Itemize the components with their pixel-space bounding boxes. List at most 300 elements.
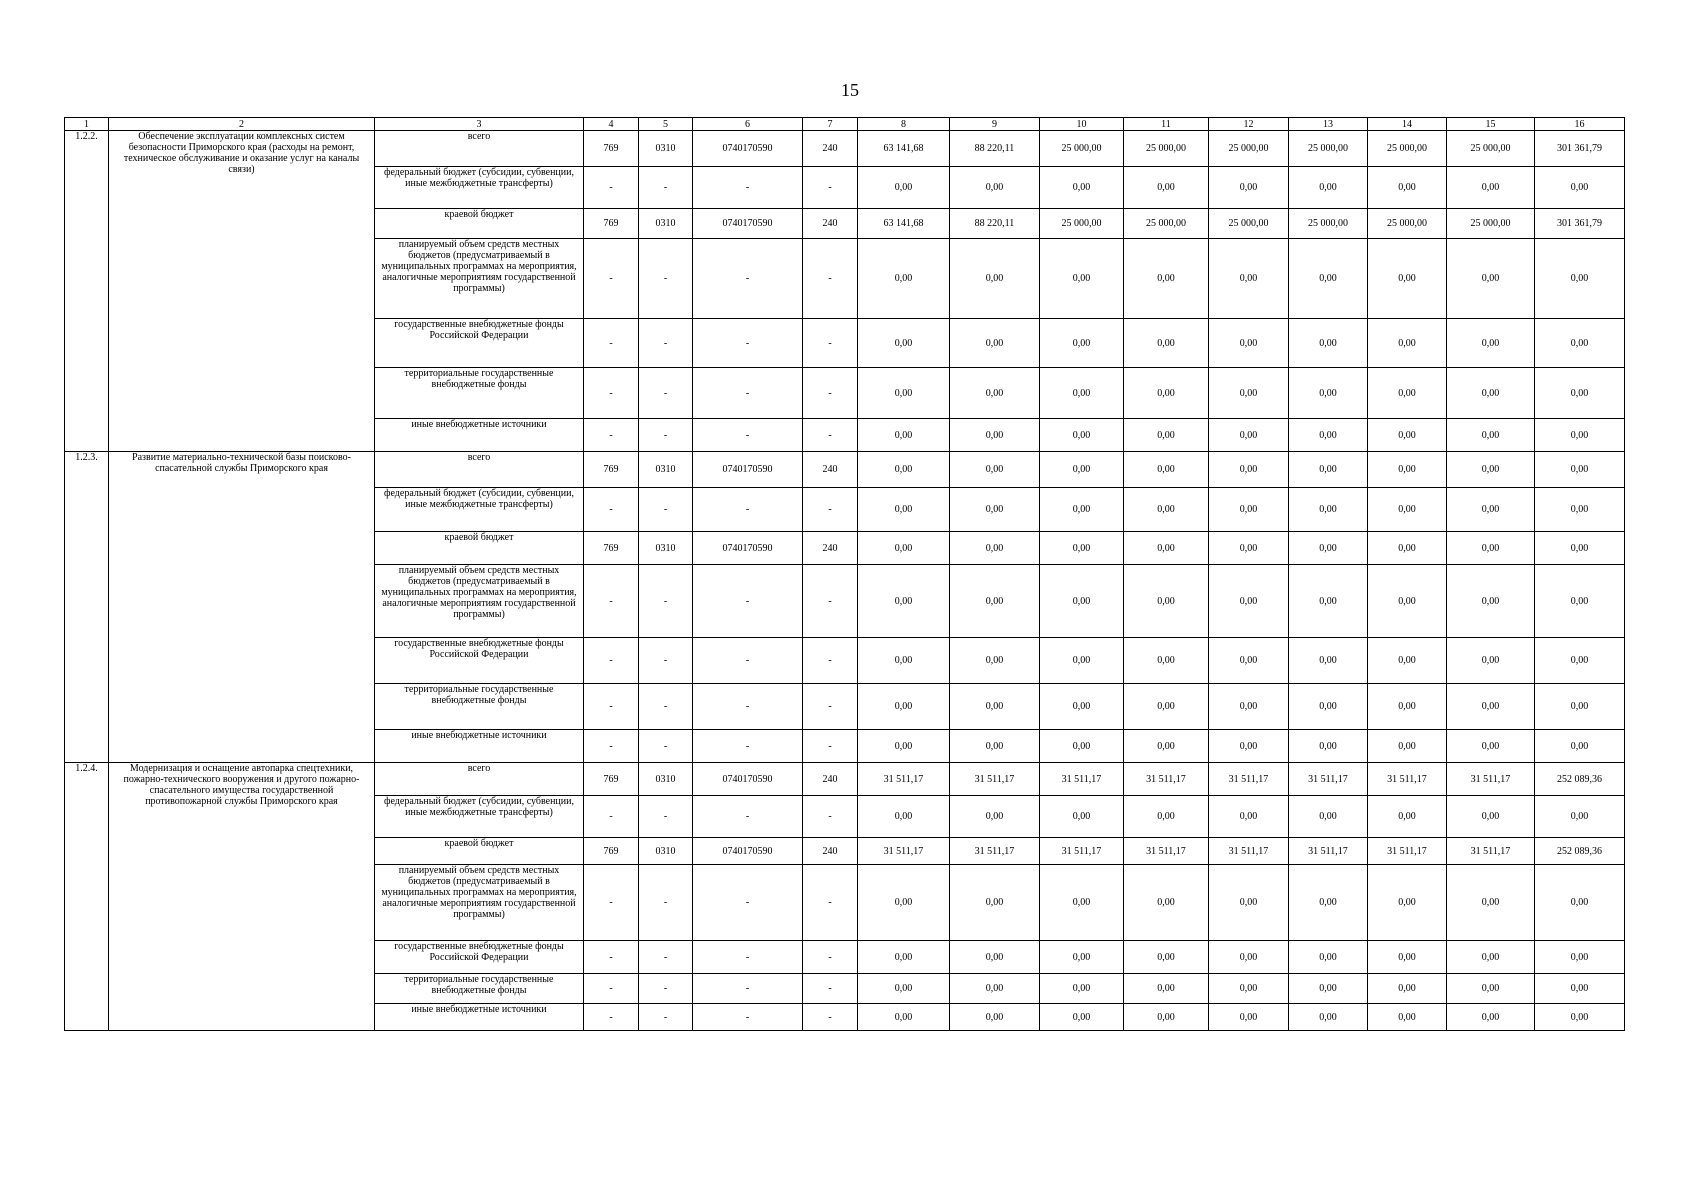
value-cell: 0,00 <box>1124 239 1209 319</box>
value-cell: - <box>584 796 639 838</box>
column-header-16: 16 <box>1535 118 1625 131</box>
value-cell: 0,00 <box>1535 565 1625 638</box>
value-cell: 31 511,17 <box>1209 763 1289 796</box>
value-cell: 31 511,17 <box>1447 763 1535 796</box>
value-cell: 25 000,00 <box>1368 209 1447 239</box>
value-cell: 0,00 <box>1535 452 1625 488</box>
value-cell: 0,00 <box>1289 532 1368 565</box>
value-cell: - <box>693 974 803 1004</box>
value-cell: 0,00 <box>1368 368 1447 419</box>
value-cell: 25 000,00 <box>1040 209 1124 239</box>
value-cell: 0,00 <box>1535 865 1625 941</box>
value-cell: 31 511,17 <box>950 763 1040 796</box>
value-cell: 31 511,17 <box>858 838 950 865</box>
value-cell: 0,00 <box>1209 941 1289 974</box>
value-cell: 0740170590 <box>693 532 803 565</box>
value-cell: 0,00 <box>1447 974 1535 1004</box>
section-number: 1.2.4. <box>65 763 109 1031</box>
value-cell: 0,00 <box>1289 974 1368 1004</box>
value-cell: 0310 <box>639 532 693 565</box>
column-header-3: 3 <box>375 118 584 131</box>
value-cell: 0,00 <box>1368 865 1447 941</box>
value-cell: - <box>639 1004 693 1031</box>
value-cell: 0,00 <box>1289 239 1368 319</box>
value-cell: 88 220,11 <box>950 209 1040 239</box>
value-cell: 31 511,17 <box>1040 763 1124 796</box>
value-cell: 240 <box>803 838 858 865</box>
value-cell: 0,00 <box>1368 796 1447 838</box>
value-cell: 0,00 <box>1209 239 1289 319</box>
value-cell: 0,00 <box>1040 684 1124 730</box>
value-cell: - <box>639 319 693 368</box>
value-cell: 0,00 <box>1535 730 1625 763</box>
value-cell: 0,00 <box>1040 239 1124 319</box>
value-cell: - <box>584 638 639 684</box>
value-cell: 0,00 <box>858 167 950 209</box>
value-cell: 0,00 <box>1124 1004 1209 1031</box>
value-cell: 0,00 <box>950 368 1040 419</box>
value-cell: 31 511,17 <box>1289 763 1368 796</box>
value-cell: 0,00 <box>950 167 1040 209</box>
value-cell: - <box>693 796 803 838</box>
value-cell: 0,00 <box>1368 974 1447 1004</box>
page-number: 15 <box>841 80 859 100</box>
funding-source-label: государственные внебюджетные фонды Российской Федерации <box>375 941 584 974</box>
value-cell: 0,00 <box>1368 419 1447 452</box>
value-cell: 0,00 <box>1447 941 1535 974</box>
value-cell: 0,00 <box>1209 796 1289 838</box>
value-cell: - <box>584 730 639 763</box>
value-cell: 0,00 <box>1368 239 1447 319</box>
value-cell: 769 <box>584 532 639 565</box>
value-cell: 0,00 <box>1535 319 1625 368</box>
value-cell: 0,00 <box>858 319 950 368</box>
value-cell: 0,00 <box>858 368 950 419</box>
value-cell: - <box>639 684 693 730</box>
value-cell: - <box>693 239 803 319</box>
value-cell: 0,00 <box>1447 368 1535 419</box>
value-cell: 0,00 <box>1535 368 1625 419</box>
value-cell: 0,00 <box>858 239 950 319</box>
value-cell: 0,00 <box>1289 167 1368 209</box>
value-cell: 0,00 <box>1124 167 1209 209</box>
value-cell: 0,00 <box>1447 865 1535 941</box>
funding-source-label: иные внебюджетные источники <box>375 1004 584 1031</box>
funding-source-label: всего <box>375 131 584 167</box>
funding-source-label: федеральный бюджет (субсидии, субвенции, иные межбюджетные трансферты) <box>375 167 584 209</box>
funding-source-label: краевой бюджет <box>375 209 584 239</box>
value-cell: - <box>803 684 858 730</box>
value-cell: 0,00 <box>1289 488 1368 532</box>
value-cell: 240 <box>803 131 858 167</box>
value-cell: 0,00 <box>1289 1004 1368 1031</box>
value-cell: 301 361,79 <box>1535 209 1625 239</box>
value-cell: 0,00 <box>1535 239 1625 319</box>
value-cell: - <box>803 1004 858 1031</box>
value-cell: - <box>693 565 803 638</box>
value-cell: 0,00 <box>1124 865 1209 941</box>
value-cell: 31 511,17 <box>950 838 1040 865</box>
value-cell: 0,00 <box>1368 488 1447 532</box>
value-cell: 0740170590 <box>693 209 803 239</box>
section-title: Модернизация и оснащение автопарка спецтехники, пожарно-технического вооружения и другого пожарно-спасательного имущества государственной противопожарной службы Приморского края <box>109 763 375 1031</box>
value-cell: 0,00 <box>858 532 950 565</box>
section-title: Развитие материально-технической базы поисково-спасательной службы Приморского края <box>109 452 375 763</box>
value-cell: 0,00 <box>1535 1004 1625 1031</box>
value-cell: - <box>803 974 858 1004</box>
value-cell: 0,00 <box>1124 796 1209 838</box>
value-cell: - <box>803 368 858 419</box>
funding-source-label: краевой бюджет <box>375 532 584 565</box>
value-cell: 0,00 <box>1209 1004 1289 1031</box>
value-cell: 0,00 <box>858 488 950 532</box>
value-cell: 0,00 <box>1124 638 1209 684</box>
value-cell: 25 000,00 <box>1289 209 1368 239</box>
value-cell: 769 <box>584 763 639 796</box>
value-cell: 0,00 <box>1535 532 1625 565</box>
value-cell: - <box>693 638 803 684</box>
budget-table <box>64 117 1625 1031</box>
value-cell: 0,00 <box>1289 452 1368 488</box>
column-number-header-row <box>65 118 1625 131</box>
value-cell: 31 511,17 <box>858 763 950 796</box>
value-cell: - <box>639 730 693 763</box>
value-cell: 0,00 <box>1289 684 1368 730</box>
value-cell: 0,00 <box>1040 319 1124 368</box>
value-cell: 0740170590 <box>693 452 803 488</box>
value-cell: - <box>584 941 639 974</box>
value-cell: - <box>584 974 639 1004</box>
value-cell: 31 511,17 <box>1209 838 1289 865</box>
value-cell: 0,00 <box>950 865 1040 941</box>
value-cell: 0740170590 <box>693 131 803 167</box>
value-cell: 25 000,00 <box>1289 131 1368 167</box>
value-cell: 0,00 <box>1124 532 1209 565</box>
value-cell: 0,00 <box>1209 865 1289 941</box>
value-cell: 0,00 <box>858 974 950 1004</box>
value-cell: 0,00 <box>950 239 1040 319</box>
value-cell: 0,00 <box>950 684 1040 730</box>
value-cell: - <box>584 319 639 368</box>
value-cell: 0,00 <box>1209 488 1289 532</box>
column-header-10: 10 <box>1040 118 1124 131</box>
value-cell: 0,00 <box>858 638 950 684</box>
value-cell: 63 141,68 <box>858 131 950 167</box>
value-cell: - <box>693 368 803 419</box>
value-cell: 0,00 <box>950 974 1040 1004</box>
funding-source-label: федеральный бюджет (субсидии, субвенции, иные межбюджетные трансферты) <box>375 796 584 838</box>
value-cell: 0,00 <box>1289 319 1368 368</box>
value-cell: 0,00 <box>1535 974 1625 1004</box>
value-cell: 0,00 <box>1447 1004 1535 1031</box>
funding-source-label: планируемый объем средств местных бюджетов (предусматриваемый в муниципальных программах на мероприятия, аналогичные мероприятиям государственной программы) <box>375 239 584 319</box>
value-cell: 25 000,00 <box>1124 131 1209 167</box>
column-header-2: 2 <box>109 118 375 131</box>
column-header-15: 15 <box>1447 118 1535 131</box>
value-cell: 0310 <box>639 209 693 239</box>
value-cell: 25 000,00 <box>1447 209 1535 239</box>
funding-source-label: государственные внебюджетные фонды Российской Федерации <box>375 638 584 684</box>
value-cell: 252 089,36 <box>1535 763 1625 796</box>
value-cell: 0,00 <box>950 638 1040 684</box>
value-cell: 240 <box>803 532 858 565</box>
value-cell: 0310 <box>639 763 693 796</box>
value-cell: 0,00 <box>1209 974 1289 1004</box>
value-cell: 0,00 <box>1124 684 1209 730</box>
funding-source-label: федеральный бюджет (субсидии, субвенции, иные межбюджетные трансферты) <box>375 488 584 532</box>
value-cell: 0,00 <box>1124 730 1209 763</box>
value-cell: 0,00 <box>1447 319 1535 368</box>
value-cell: - <box>584 419 639 452</box>
table-row <box>65 131 1625 167</box>
value-cell: 0,00 <box>1447 565 1535 638</box>
value-cell: 0,00 <box>858 796 950 838</box>
section-title: Обеспечение эксплуатации комплексных систем безопасности Приморского края (расходы на ремонт, техническое обслуживание и оказание услуг на каналы связи) <box>109 131 375 452</box>
value-cell: 31 511,17 <box>1040 838 1124 865</box>
value-cell: - <box>693 419 803 452</box>
column-header-6: 6 <box>693 118 803 131</box>
value-cell: 0,00 <box>1535 488 1625 532</box>
value-cell: 0,00 <box>1447 532 1535 565</box>
value-cell: 0,00 <box>1447 638 1535 684</box>
value-cell: 0,00 <box>1209 368 1289 419</box>
value-cell: 0,00 <box>1535 638 1625 684</box>
value-cell: - <box>584 1004 639 1031</box>
value-cell: 769 <box>584 209 639 239</box>
funding-source-label: всего <box>375 452 584 488</box>
column-header-8: 8 <box>858 118 950 131</box>
value-cell: 0,00 <box>1040 419 1124 452</box>
value-cell: 25 000,00 <box>1040 131 1124 167</box>
column-header-5: 5 <box>639 118 693 131</box>
value-cell: 0,00 <box>1289 941 1368 974</box>
value-cell: 25 000,00 <box>1124 209 1209 239</box>
value-cell: 0,00 <box>858 1004 950 1031</box>
value-cell: 25 000,00 <box>1447 131 1535 167</box>
value-cell: - <box>803 488 858 532</box>
value-cell: 0310 <box>639 838 693 865</box>
value-cell: 0740170590 <box>693 763 803 796</box>
value-cell: 0,00 <box>1040 941 1124 974</box>
value-cell: 0,00 <box>858 419 950 452</box>
value-cell: 0,00 <box>1289 730 1368 763</box>
value-cell: - <box>803 638 858 684</box>
value-cell: 25 000,00 <box>1209 209 1289 239</box>
value-cell: 0,00 <box>1040 730 1124 763</box>
funding-source-label: планируемый объем средств местных бюджетов (предусматриваемый в муниципальных программах на мероприятия, аналогичные мероприятиям государственной программы) <box>375 565 584 638</box>
value-cell: - <box>639 488 693 532</box>
section-number: 1.2.2. <box>65 131 109 452</box>
value-cell: - <box>693 167 803 209</box>
value-cell: - <box>693 488 803 532</box>
value-cell: 0,00 <box>1535 941 1625 974</box>
value-cell: 0,00 <box>1447 730 1535 763</box>
column-header-7: 7 <box>803 118 858 131</box>
value-cell: - <box>639 167 693 209</box>
value-cell: 25 000,00 <box>1209 131 1289 167</box>
value-cell: 0,00 <box>1535 419 1625 452</box>
value-cell: 0,00 <box>950 488 1040 532</box>
value-cell: 0,00 <box>1289 865 1368 941</box>
value-cell: 0,00 <box>950 565 1040 638</box>
table-row <box>65 452 1625 488</box>
value-cell: 0,00 <box>950 419 1040 452</box>
value-cell: - <box>639 638 693 684</box>
value-cell: 0,00 <box>950 532 1040 565</box>
value-cell: - <box>803 565 858 638</box>
value-cell: - <box>693 730 803 763</box>
funding-source-label: иные внебюджетные источники <box>375 730 584 763</box>
funding-source-label: территориальные государственные внебюджетные фонды <box>375 974 584 1004</box>
value-cell: 0,00 <box>1447 239 1535 319</box>
value-cell: 0,00 <box>1040 565 1124 638</box>
value-cell: 252 089,36 <box>1535 838 1625 865</box>
value-cell: 769 <box>584 452 639 488</box>
value-cell: 0,00 <box>950 730 1040 763</box>
value-cell: 0,00 <box>1040 532 1124 565</box>
value-cell: 31 511,17 <box>1368 838 1447 865</box>
value-cell: 0,00 <box>1289 638 1368 684</box>
value-cell: - <box>584 368 639 419</box>
column-header-9: 9 <box>950 118 1040 131</box>
value-cell: 0,00 <box>1209 730 1289 763</box>
value-cell: 0310 <box>639 452 693 488</box>
value-cell: 769 <box>584 838 639 865</box>
value-cell: - <box>639 565 693 638</box>
value-cell: 0,00 <box>1040 974 1124 1004</box>
value-cell: - <box>803 941 858 974</box>
table-body <box>65 131 1625 1031</box>
value-cell: - <box>584 239 639 319</box>
value-cell: - <box>639 941 693 974</box>
value-cell: 63 141,68 <box>858 209 950 239</box>
value-cell: 0,00 <box>1368 565 1447 638</box>
value-cell: 0,00 <box>1124 419 1209 452</box>
value-cell: - <box>639 239 693 319</box>
column-header-4: 4 <box>584 118 639 131</box>
value-cell: 0,00 <box>1124 319 1209 368</box>
funding-source-label: территориальные государственные внебюджетные фонды <box>375 684 584 730</box>
value-cell: - <box>584 488 639 532</box>
value-cell: - <box>584 684 639 730</box>
value-cell: 0,00 <box>1447 684 1535 730</box>
value-cell: - <box>639 419 693 452</box>
value-cell: 0,00 <box>1209 452 1289 488</box>
value-cell: 0,00 <box>1368 638 1447 684</box>
value-cell: - <box>693 319 803 368</box>
value-cell: 0,00 <box>1447 796 1535 838</box>
funding-source-label: всего <box>375 763 584 796</box>
value-cell: - <box>639 974 693 1004</box>
funding-source-label: государственные внебюджетные фонды Российской Федерации <box>375 319 584 368</box>
value-cell: 0,00 <box>1209 419 1289 452</box>
value-cell: 0,00 <box>950 452 1040 488</box>
value-cell: 0,00 <box>1040 452 1124 488</box>
value-cell: 0,00 <box>1124 565 1209 638</box>
column-header-1: 1 <box>65 118 109 131</box>
column-header-13: 13 <box>1289 118 1368 131</box>
value-cell: 25 000,00 <box>1368 131 1447 167</box>
value-cell: 240 <box>803 763 858 796</box>
value-cell: 31 511,17 <box>1124 838 1209 865</box>
value-cell: 0,00 <box>1040 488 1124 532</box>
value-cell: - <box>693 941 803 974</box>
value-cell: 0,00 <box>1209 532 1289 565</box>
value-cell: 0,00 <box>1368 1004 1447 1031</box>
table-row <box>65 763 1625 796</box>
value-cell: 0,00 <box>1289 565 1368 638</box>
funding-source-label: планируемый объем средств местных бюджетов (предусматриваемый в муниципальных программах на мероприятия, аналогичные мероприятиям государственной программы) <box>375 865 584 941</box>
value-cell: 0,00 <box>1289 419 1368 452</box>
value-cell: 301 361,79 <box>1535 131 1625 167</box>
value-cell: - <box>584 865 639 941</box>
value-cell: - <box>639 796 693 838</box>
value-cell: - <box>803 730 858 763</box>
value-cell: - <box>639 368 693 419</box>
column-header-11: 11 <box>1124 118 1209 131</box>
value-cell: 0,00 <box>950 796 1040 838</box>
value-cell: 0,00 <box>1368 452 1447 488</box>
value-cell: 0,00 <box>1368 941 1447 974</box>
value-cell: 0,00 <box>1040 865 1124 941</box>
value-cell: 0,00 <box>1447 419 1535 452</box>
value-cell: 0,00 <box>858 941 950 974</box>
value-cell: 0,00 <box>950 319 1040 368</box>
value-cell: 0,00 <box>1124 974 1209 1004</box>
funding-source-label: краевой бюджет <box>375 838 584 865</box>
value-cell: 31 511,17 <box>1289 838 1368 865</box>
value-cell: 0,00 <box>1368 730 1447 763</box>
value-cell: 0,00 <box>1040 1004 1124 1031</box>
value-cell: 31 511,17 <box>1447 838 1535 865</box>
value-cell: 31 511,17 <box>1124 763 1209 796</box>
value-cell: - <box>639 865 693 941</box>
value-cell: 0,00 <box>1124 368 1209 419</box>
value-cell: 240 <box>803 209 858 239</box>
value-cell: 769 <box>584 131 639 167</box>
value-cell: - <box>584 167 639 209</box>
value-cell: 0,00 <box>1368 684 1447 730</box>
value-cell: 0,00 <box>1368 167 1447 209</box>
value-cell: 0,00 <box>1209 565 1289 638</box>
value-cell: 0,00 <box>1368 532 1447 565</box>
value-cell: - <box>693 865 803 941</box>
value-cell: 0,00 <box>1289 796 1368 838</box>
value-cell: 0,00 <box>1040 368 1124 419</box>
value-cell: 0,00 <box>1209 684 1289 730</box>
value-cell: 0,00 <box>1535 796 1625 838</box>
value-cell: 0,00 <box>950 1004 1040 1031</box>
section-number: 1.2.3. <box>65 452 109 763</box>
value-cell: 0,00 <box>858 684 950 730</box>
value-cell: 0,00 <box>858 865 950 941</box>
value-cell: - <box>693 684 803 730</box>
value-cell: 0,00 <box>1040 638 1124 684</box>
value-cell: 0,00 <box>1535 167 1625 209</box>
value-cell: 0,00 <box>1368 319 1447 368</box>
value-cell: 0,00 <box>1040 167 1124 209</box>
column-header-14: 14 <box>1368 118 1447 131</box>
value-cell: 0,00 <box>1447 452 1535 488</box>
value-cell: 31 511,17 <box>1368 763 1447 796</box>
value-cell: - <box>803 419 858 452</box>
value-cell: 0,00 <box>858 452 950 488</box>
value-cell: 0,00 <box>858 565 950 638</box>
value-cell: 88 220,11 <box>950 131 1040 167</box>
value-cell: - <box>803 796 858 838</box>
value-cell: 0,00 <box>1289 368 1368 419</box>
value-cell: - <box>803 239 858 319</box>
